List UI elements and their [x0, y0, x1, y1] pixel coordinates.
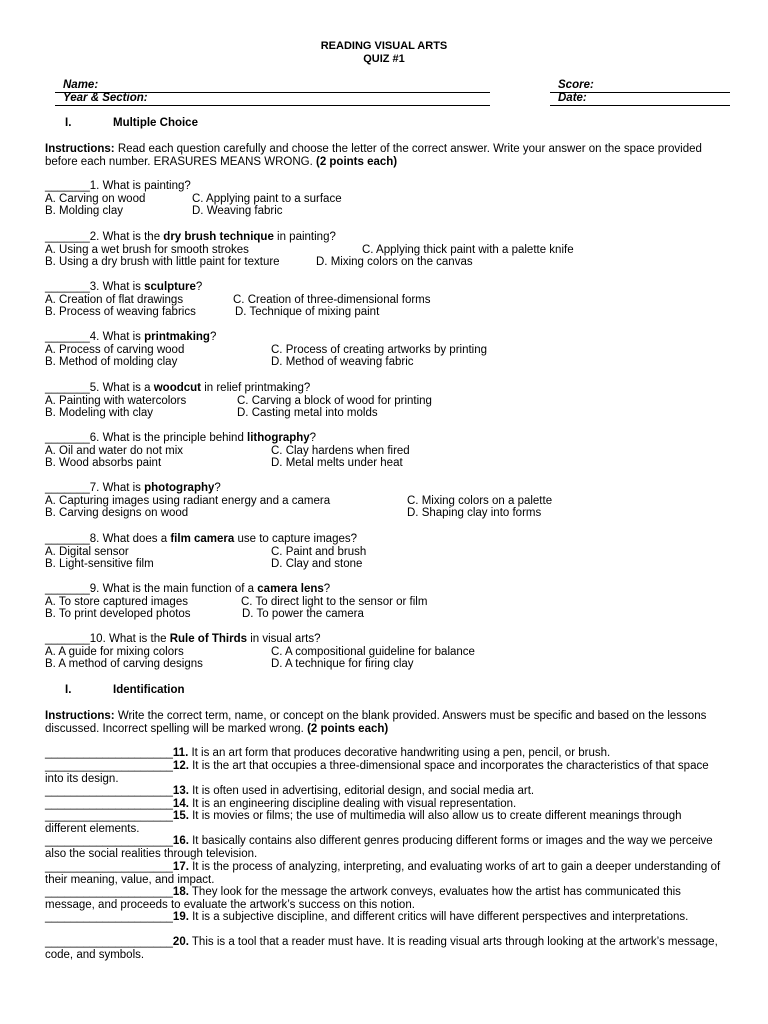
answer-blank[interactable]: _______ — [45, 533, 90, 545]
choice-d: D. Shaping clay into forms — [407, 507, 542, 520]
question-keyword: lithography — [247, 432, 310, 444]
choice-row — [45, 395, 745, 408]
question-keyword: sculpture — [144, 281, 196, 293]
question-keyword: printmaking — [144, 331, 210, 343]
choice-d: D. Clay and stone — [271, 558, 363, 571]
choice-c: C. To direct light to the sensor or film — [241, 595, 428, 608]
choice-b: B. Using a dry brush with little paint for texture — [45, 256, 280, 269]
question-keyword: woodcut — [153, 382, 201, 394]
points-note: (2 points each) — [307, 723, 389, 735]
question-text-end: in visual arts? — [247, 633, 321, 645]
choice-b: B. Method of molding clay — [45, 356, 178, 369]
question-text-end: ? — [323, 583, 331, 595]
answer-blank[interactable]: ____________________ — [45, 911, 173, 923]
item-number: 16. — [172, 835, 189, 847]
choice-c: C. Carving a block of wood for printing — [237, 394, 432, 407]
question-text: What is — [102, 281, 145, 293]
answer-blank[interactable]: _______ — [45, 633, 90, 645]
choice-b: B. Light-sensitive film — [45, 558, 154, 571]
choice-row — [45, 356, 745, 369]
choice-d: D. A technique for firing clay — [271, 658, 414, 671]
choice-row — [45, 193, 745, 206]
item-text: It is often used in advertising, editorial design, and social media art. — [188, 785, 535, 797]
question-text-end: ? — [214, 482, 221, 494]
question-number: 8. — [89, 533, 103, 545]
item-text: It is an art form that produces decorative handwriting using a pen, pencil, or brush. — [188, 747, 611, 759]
question-6 — [45, 432, 745, 470]
instructions-text: Write the correct term, name, or concept on the blank provided. Answers must be specific and based on the lessons discussed. Incorrect spelling will be marked wrong. — [45, 710, 707, 735]
choice-row — [45, 546, 745, 559]
answer-blank[interactable]: ____________________ — [45, 785, 173, 797]
choice-row — [45, 407, 745, 420]
question-number: 5. — [89, 382, 103, 394]
choice-row — [45, 608, 745, 621]
question-text: What is the principle behind — [102, 432, 248, 444]
answer-blank[interactable]: _______ — [45, 432, 90, 444]
choice-a: A. Creation of flat drawings — [45, 293, 184, 306]
choice-b: B. Modeling with clay — [45, 407, 154, 420]
identification-item-11 — [45, 747, 725, 760]
choice-d: D. Technique of mixing paint — [235, 306, 380, 319]
identification-item-14 — [45, 798, 725, 811]
choice-a: A. To store captured images — [45, 595, 188, 608]
identification-item-13 — [45, 785, 725, 798]
choice-row — [45, 596, 745, 609]
item-number: 17. — [172, 861, 189, 873]
quiz-subtitle: QUIZ #1 — [363, 53, 405, 65]
question-10 — [45, 633, 745, 671]
choice-b: B. To print developed photos — [45, 608, 191, 621]
answer-blank[interactable]: ____________________ — [45, 810, 173, 822]
section-title: Multiple Choice — [113, 117, 198, 129]
question-text: What is the — [108, 633, 170, 645]
item-number: 20. — [172, 936, 189, 948]
answer-blank[interactable]: ____________________ — [45, 861, 173, 873]
answer-blank[interactable]: _______ — [45, 382, 90, 394]
item-text: It is movies or films; the use of multimedia will also allow us to create different meanings through different elements. — [45, 810, 682, 835]
choice-c: C. Mixing colors on a palette — [407, 494, 553, 507]
choice-a: A. Capturing images using radiant energy and a camera — [45, 494, 331, 507]
answer-blank[interactable]: ____________________ — [45, 936, 173, 948]
choice-d: D. Method of weaving fabric — [271, 356, 414, 369]
choice-a: A. Process of carving wood — [45, 343, 185, 356]
choice-c: C. Clay hardens when fired — [271, 444, 410, 457]
answer-blank[interactable]: _______ — [45, 583, 90, 595]
name-label: Name: — [63, 79, 99, 91]
question-5 — [45, 382, 745, 420]
question-keyword: Rule of Thirds — [169, 633, 247, 645]
year-section-field — [55, 92, 490, 106]
choice-a: A. A guide for mixing colors — [45, 645, 184, 658]
choice-a: A. Using a wet brush for smooth strokes — [45, 243, 249, 256]
question-number: 6. — [89, 432, 103, 444]
item-text: It is the art that occupies a three-dimensional space and incorporates the characteristics of that space into its design. — [45, 760, 709, 785]
question-stem — [45, 432, 745, 445]
answer-blank[interactable]: _______ — [45, 281, 90, 293]
identification-item-15 — [45, 810, 725, 835]
choice-a: A. Oil and water do not mix — [45, 444, 184, 457]
question-9 — [45, 583, 745, 621]
choice-row — [45, 507, 745, 520]
choice-c: C. Applying paint to a surface — [192, 192, 342, 205]
question-2 — [45, 231, 745, 269]
identification-instructions — [45, 710, 725, 736]
choice-d: D. To power the camera — [242, 608, 364, 621]
item-number: 12. — [172, 760, 189, 772]
question-8 — [45, 533, 745, 571]
question-text: What does a — [102, 533, 171, 545]
instructions-label: Instructions: — [45, 710, 115, 722]
question-text-end: ? — [309, 432, 317, 444]
answer-blank[interactable]: ____________________ — [45, 835, 173, 847]
question-text-end: in painting? — [273, 231, 336, 243]
question-number: 4. — [89, 331, 103, 343]
item-text: It is an engineering discipline dealing with visual representation. — [188, 798, 517, 810]
choice-a: A. Painting with watercolors — [45, 394, 187, 407]
section-number: I. — [65, 117, 72, 129]
question-text: What is a — [102, 382, 154, 394]
item-text: It is the process of analyzing, interpreting, and evaluating works of art to gain a deeper understanding of their meaning, value, and impact. — [45, 861, 721, 886]
answer-blank[interactable]: ____________________ — [45, 886, 173, 898]
choice-row — [45, 244, 745, 257]
item-number: 14. — [172, 798, 189, 810]
answer-blank[interactable]: ____________________ — [45, 760, 173, 772]
multiple-choice-instructions — [45, 143, 725, 169]
year-section-label: Year & Section: — [63, 92, 148, 104]
choice-row — [45, 306, 745, 319]
score-label: Score: — [558, 79, 594, 91]
item-number: 19. — [172, 911, 189, 923]
question-stem — [45, 382, 745, 395]
choice-c: C. Creation of three-dimensional forms — [233, 293, 431, 306]
identification-item-19 — [45, 911, 725, 924]
date-label: Date: — [558, 92, 587, 104]
identification-item-12 — [45, 760, 725, 785]
choice-c: C. Paint and brush — [271, 545, 367, 558]
name-field — [55, 79, 490, 93]
question-keyword: photography — [144, 482, 215, 494]
choice-b: B. Process of weaving fabrics — [45, 306, 196, 319]
question-text: What is painting? — [102, 180, 191, 192]
choice-row — [45, 457, 745, 470]
question-text-end: ? — [195, 281, 203, 293]
instructions-label: Instructions: — [45, 143, 115, 155]
quiz-title: READING VISUAL ARTS — [320, 40, 448, 52]
answer-blank[interactable]: _______ — [45, 482, 90, 494]
choice-row — [45, 646, 745, 659]
score-field — [550, 79, 730, 93]
question-text-end: use to capture images? — [234, 533, 358, 545]
choice-row — [45, 445, 745, 458]
question-text: What is — [102, 482, 145, 494]
section-number: I. — [65, 684, 72, 696]
choice-d: D. Casting metal into molds — [237, 407, 378, 420]
answer-blank[interactable]: _______ — [45, 180, 90, 192]
choice-row — [45, 294, 745, 307]
question-text: What is the main function of a — [102, 583, 258, 595]
question-3 — [45, 281, 745, 319]
question-text: What is — [102, 331, 145, 343]
choice-a: A. Digital sensor — [45, 545, 129, 558]
choice-d: D. Metal melts under heat — [271, 457, 403, 470]
question-stem — [45, 180, 745, 193]
question-text-end: in relief printmaking? — [201, 382, 311, 394]
question-stem — [45, 633, 745, 646]
choice-row — [45, 495, 745, 508]
choice-b: B. A method of carving designs — [45, 658, 203, 671]
date-field — [550, 92, 730, 106]
question-4 — [45, 331, 745, 369]
choice-row — [45, 344, 745, 357]
choice-a: A. Carving on wood — [45, 192, 146, 205]
question-number: 10. — [89, 633, 109, 645]
choice-d: D. Mixing colors on the canvas — [316, 256, 473, 269]
question-stem — [45, 583, 745, 596]
choice-d: D. Weaving fabric — [192, 205, 283, 218]
question-number: 1. — [89, 180, 103, 192]
choice-row — [45, 558, 745, 571]
item-text: It is a subjective discipline, and different critics will have different perspectives and interpretations. — [188, 911, 689, 923]
choice-row — [45, 658, 745, 671]
item-number: 13. — [172, 785, 189, 797]
points-note: (2 points each) — [315, 156, 398, 168]
question-text-end: ? — [209, 331, 217, 343]
question-number: 7. — [89, 482, 103, 494]
item-number: 11. — [172, 747, 189, 759]
answer-blank[interactable]: ____________________ — [45, 798, 173, 810]
question-keyword: film camera — [170, 533, 235, 545]
identification-item-17 — [45, 861, 725, 886]
choice-row — [45, 256, 745, 269]
choice-row — [45, 205, 745, 218]
choice-b: B. Molding clay — [45, 205, 123, 218]
item-number: 18. — [172, 886, 189, 898]
question-number: 9. — [89, 583, 103, 595]
section-multiple-choice-heading — [65, 117, 198, 129]
question-keyword: dry brush technique — [163, 231, 274, 243]
question-stem — [45, 231, 745, 244]
identification-item-16 — [45, 835, 725, 860]
item-text: They look for the message the artwork conveys, evaluates how the artist has communicated this message, and proceeds to evaluate the artwork’s success on this notion. — [45, 886, 681, 911]
question-keyword: camera lens — [257, 583, 324, 595]
choice-b: B. Carving designs on wood — [45, 507, 189, 520]
question-stem — [45, 281, 745, 294]
instructions-text: Read each question carefully and choose the letter of the correct answer. Write your answer on the space provided before each number. ERASURES MEANS WRONG. — [45, 143, 702, 168]
question-number: 3. — [89, 281, 103, 293]
question-stem — [45, 331, 745, 344]
question-stem — [45, 533, 745, 546]
question-number: 2. — [89, 231, 103, 243]
identification-item-18 — [45, 886, 725, 911]
section-title: Identification — [113, 684, 185, 696]
choice-b: B. Wood absorbs paint — [45, 457, 162, 470]
item-text: It basically contains also different genres producing different forms or images and the way we perceive also the social realities through television. — [45, 835, 713, 860]
answer-blank[interactable]: _______ — [45, 231, 90, 243]
item-number: 15. — [172, 810, 189, 822]
question-7 — [45, 482, 745, 520]
question-stem — [45, 482, 745, 495]
identification-item-20 — [45, 936, 725, 961]
answer-blank[interactable]: _______ — [45, 331, 90, 343]
choice-c: C. Process of creating artworks by printing — [271, 343, 488, 356]
choice-c: C. A compositional guideline for balance — [271, 645, 475, 658]
question-1 — [45, 180, 745, 218]
answer-blank[interactable]: ____________________ — [45, 747, 173, 759]
section-identification-heading — [65, 684, 185, 696]
item-text: This is a tool that a reader must have. It is reading visual arts through looking at the artwork’s message, code, and symbols. — [45, 936, 718, 961]
question-text: What is the — [102, 231, 164, 243]
choice-c: C. Applying thick paint with a palette knife — [362, 243, 574, 256]
